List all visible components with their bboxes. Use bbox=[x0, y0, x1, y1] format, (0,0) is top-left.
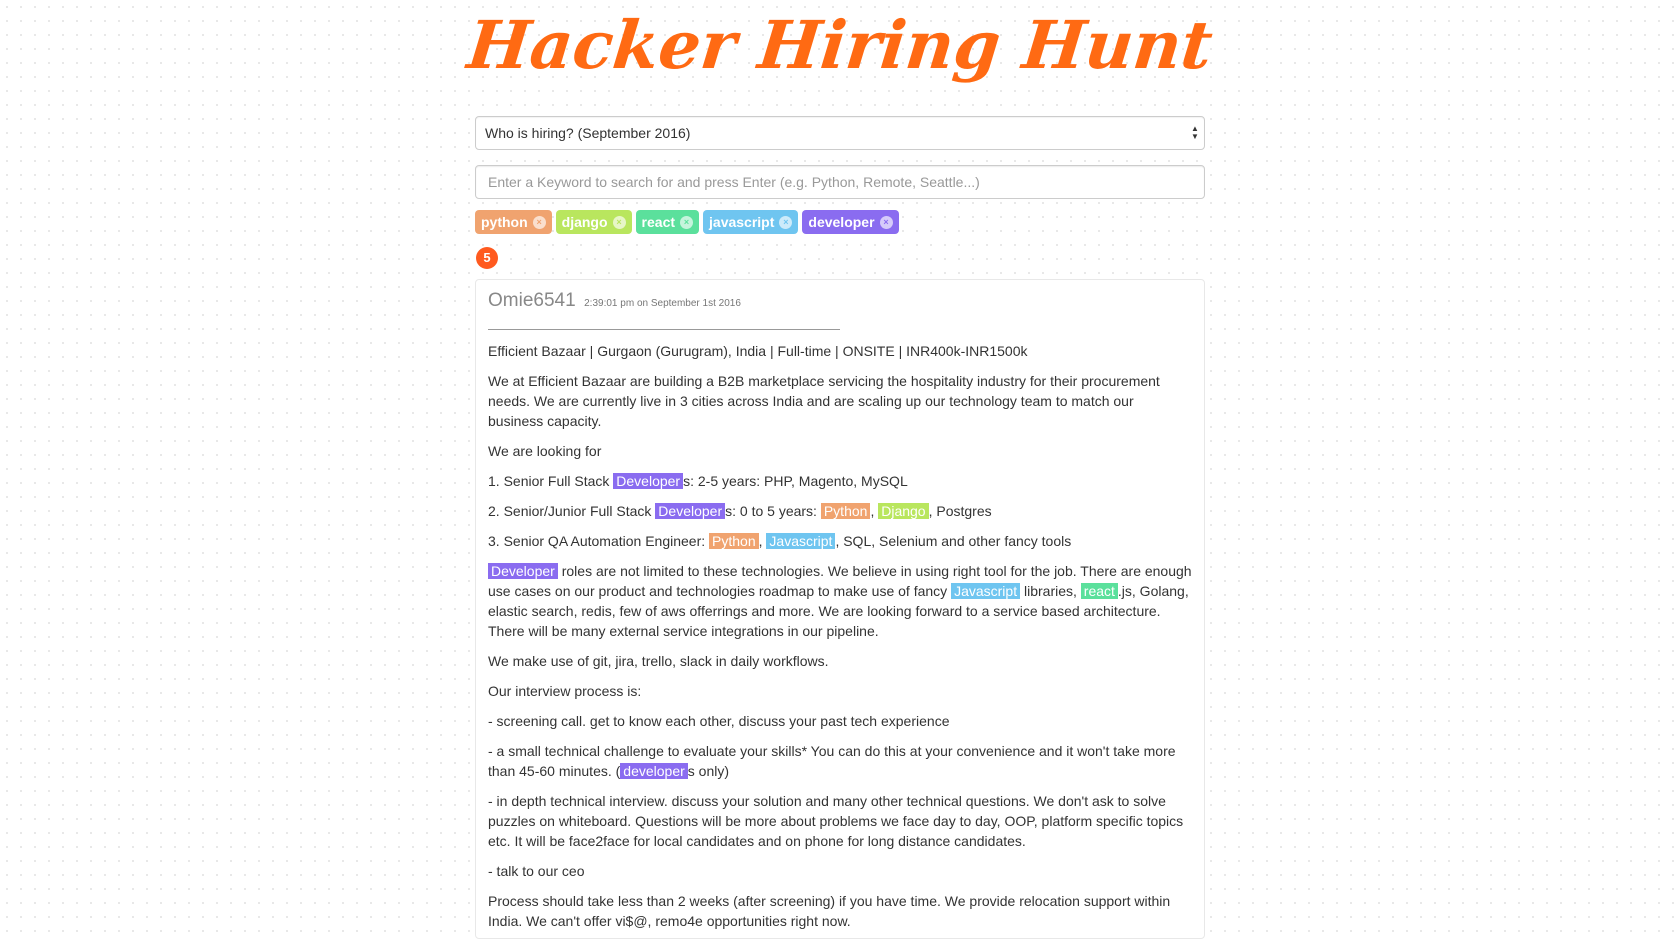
tag-list bbox=[475, 210, 1205, 235]
remove-tag-icon[interactable]: × bbox=[779, 216, 792, 229]
post-paragraph bbox=[488, 861, 1192, 881]
post-paragraph bbox=[488, 471, 1192, 491]
search-field[interactable] bbox=[475, 165, 1205, 199]
job-post-card bbox=[475, 279, 1205, 939]
post-text: - a small technical challenge to evaluate your skills* You can do this at your convenience and it won't take more than 45-60 minutes. ( bbox=[488, 743, 1176, 779]
post-text: roles are not limited to these technologies. We believe in using right tool for the job. There are enough use cases on our product and technologies roadmap to make use of fancy bbox=[488, 563, 1192, 599]
post-paragraph bbox=[488, 371, 1192, 431]
post-paragraph bbox=[488, 711, 1192, 731]
post-paragraph bbox=[488, 501, 1192, 521]
tag-django[interactable] bbox=[556, 210, 632, 234]
post-text: We make use of git, jira, trello, slack in daily workflows. bbox=[488, 653, 829, 669]
keyword-highlight-django: Django bbox=[878, 503, 928, 519]
keyword-highlight-developer: Developer bbox=[613, 473, 683, 489]
post-body bbox=[488, 341, 1192, 931]
post-text: 1. Senior Full Stack bbox=[488, 473, 614, 489]
tag-label: developer bbox=[808, 214, 875, 230]
post-text: .js, Golang, elastic search, redis, few of aws offerrings and more. We are looking forward to a service based architecture. There will be many external service integrations in our pipeline. bbox=[488, 583, 1189, 639]
post-text: - talk to our ceo bbox=[488, 863, 585, 879]
remove-tag-icon[interactable]: × bbox=[533, 216, 546, 229]
tag-label: javascript bbox=[709, 214, 775, 230]
post-text: , bbox=[758, 533, 767, 549]
post-paragraph bbox=[488, 561, 1192, 641]
tag-developer[interactable] bbox=[802, 210, 898, 234]
post-paragraph bbox=[488, 791, 1192, 851]
tag-javascript[interactable] bbox=[703, 210, 798, 234]
keyword-highlight-python: Python bbox=[821, 503, 871, 519]
post-text: Process should take less than 2 weeks (after screening) if you have time. We provide relocation support within India. We can't offer vi$@, remo4e opportunities right now. bbox=[488, 893, 1171, 929]
post-paragraph bbox=[488, 341, 1192, 361]
post-text: We are looking for bbox=[488, 443, 602, 459]
keyword-highlight-developer: developer bbox=[620, 763, 688, 779]
post-text: s: 2-5 years: PHP, Magento, MySQL bbox=[683, 473, 908, 489]
post-text: s: 0 to 5 years: bbox=[725, 503, 821, 519]
post-paragraph bbox=[488, 531, 1192, 551]
thread-select-value: Who is hiring? (September 2016) bbox=[485, 125, 691, 141]
post-text: - screening call. get to know each other, discuss your past tech experience bbox=[488, 713, 950, 729]
keyword-highlight-javascript: Javascript bbox=[766, 533, 835, 549]
post-text: , Postgres bbox=[928, 503, 992, 519]
keyword-highlight-developer: Developer bbox=[488, 563, 558, 579]
post-paragraph bbox=[488, 441, 1192, 461]
post-text: libraries, bbox=[1020, 583, 1081, 599]
keyword-highlight-python: Python bbox=[709, 533, 759, 549]
tag-python[interactable] bbox=[475, 210, 552, 234]
post-paragraph bbox=[488, 891, 1192, 931]
post-text: We at Efficient Bazaar are building a B2B marketplace servicing the hospitality industry for their procurement needs. We are currently live in 3 cities across India and are scaling up our technology team to match our business capacity. bbox=[488, 373, 1160, 429]
tag-label: react bbox=[641, 214, 676, 230]
remove-tag-icon[interactable]: × bbox=[613, 216, 626, 229]
post-text: - in depth technical interview. discuss your solution and many other technical questions. We don't ask to solve puzzles on whiteboard. Questions will be more about problems we face day to day, OOP, platform specific topics etc. It will be face2face for local candidates and on phone for long distance candidates. bbox=[488, 793, 1184, 849]
keyword-highlight-react: react bbox=[1081, 583, 1118, 599]
select-arrows-icon: ▲ ▼ bbox=[1191, 124, 1199, 141]
result-count-badge: 5 bbox=[476, 247, 498, 269]
post-header bbox=[488, 290, 840, 330]
post-text: Our interview process is: bbox=[488, 683, 642, 699]
tag-react[interactable] bbox=[636, 210, 699, 234]
site-logo[interactable]: Hacker Hiring Hunt bbox=[463, 6, 1217, 84]
keyword-highlight-developer: Developer bbox=[655, 503, 725, 519]
post-text: Efficient Bazaar | Gurgaon (Gurugram), India | Full-time | ONSITE | INR400k-INR1500k bbox=[488, 343, 1028, 359]
remove-tag-icon[interactable]: × bbox=[880, 216, 893, 229]
post-text: , SQL, Selenium and other fancy tools bbox=[835, 533, 1072, 549]
post-timestamp[interactable]: 2:39:01 pm on September 1st 2016 bbox=[584, 298, 741, 309]
remove-tag-icon[interactable]: × bbox=[680, 216, 693, 229]
tag-label: django bbox=[561, 214, 608, 230]
search-input[interactable] bbox=[488, 167, 1204, 197]
post-text: , bbox=[870, 503, 879, 519]
tag-label: python bbox=[481, 214, 528, 230]
post-text: s only) bbox=[687, 763, 730, 779]
keyword-highlight-javascript: Javascript bbox=[951, 583, 1020, 599]
post-paragraph bbox=[488, 651, 1192, 671]
post-paragraph bbox=[488, 681, 1192, 701]
post-paragraph bbox=[488, 741, 1192, 781]
post-text: 3. Senior QA Automation Engineer: bbox=[488, 533, 710, 549]
thread-select[interactable] bbox=[475, 116, 1205, 150]
post-text: 2. Senior/Junior Full Stack bbox=[488, 503, 656, 519]
post-author[interactable]: Omie6541 bbox=[488, 290, 576, 311]
